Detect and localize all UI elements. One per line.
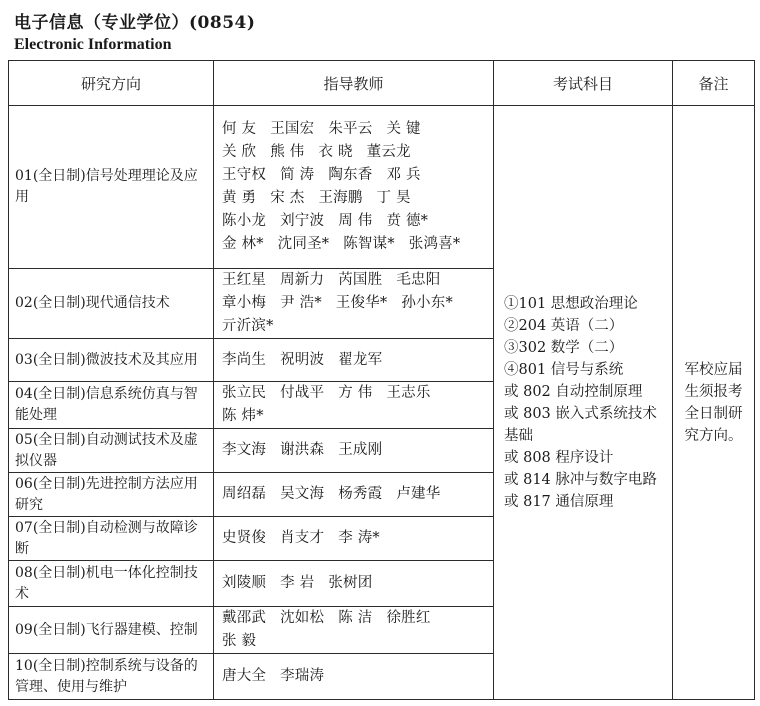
advisor-name: 张立民 bbox=[222, 385, 267, 401]
advisor-name: 宋 杰 bbox=[270, 190, 305, 206]
advisor-name: 邓 兵 bbox=[386, 167, 421, 183]
advisor-name: 芮国胜 bbox=[338, 272, 383, 288]
advisor-name: 吴文海 bbox=[280, 486, 325, 502]
advisor-line bbox=[222, 382, 487, 405]
advisor-line bbox=[222, 405, 487, 428]
advisor-name: 翟龙军 bbox=[338, 351, 383, 368]
advisor-line bbox=[222, 187, 487, 210]
column-header-teachers: 指导教师 bbox=[214, 61, 494, 106]
research-direction: 10(全日制)控制系统与设备的管理、使用与维护 bbox=[9, 654, 214, 700]
advisor-line bbox=[222, 607, 487, 630]
advisor-line bbox=[222, 315, 487, 338]
research-direction: 08(全日制)机电一体化控制技术 bbox=[9, 561, 214, 607]
advisor-name: 方 伟 bbox=[338, 385, 373, 401]
exam-subject-item: 或 802 自动控制原理 bbox=[504, 383, 643, 400]
exam-subject-item: ③302 数学（二） bbox=[504, 339, 624, 356]
advisor-name: 金 林* bbox=[222, 236, 264, 252]
exam-subject-item: ①101 思想政治理论 bbox=[504, 295, 638, 312]
advisor-name: 李尚生 bbox=[222, 351, 267, 368]
advisor-line bbox=[222, 141, 487, 164]
advisor-list bbox=[214, 382, 494, 429]
advisor-name: 王国宏 bbox=[270, 121, 315, 137]
research-direction: 06(全日制)先进控制方法应用研究 bbox=[9, 473, 214, 517]
advisor-list bbox=[214, 473, 494, 517]
table-header-row bbox=[9, 61, 755, 106]
research-direction: 01(全日制)信号处理理论及应用 bbox=[9, 106, 214, 269]
advisor-name: 黄 勇 bbox=[222, 190, 257, 206]
advisor-name: 张树团 bbox=[328, 575, 373, 591]
exam-subject-item: ②204 英语（二） bbox=[504, 317, 624, 334]
advisor-name: 张鸿喜* bbox=[408, 236, 461, 252]
advisor-name: 李 岩 bbox=[280, 575, 315, 591]
column-header-direction: 研究方向 bbox=[9, 61, 214, 106]
advisor-name: 丁 昊 bbox=[376, 190, 411, 206]
advisor-name: 李 涛* bbox=[338, 530, 380, 546]
advisor-name: 尹 浩* bbox=[280, 295, 322, 311]
advisor-list bbox=[214, 517, 494, 561]
advisor-name: 朱平云 bbox=[328, 121, 373, 137]
advisor-line bbox=[222, 349, 487, 372]
advisor-name: 熊 伟 bbox=[270, 144, 305, 160]
advisor-name: 陈 洁 bbox=[338, 610, 373, 626]
advisor-name: 刘宁波 bbox=[280, 213, 325, 229]
exam-subjects bbox=[494, 106, 673, 700]
advisor-line bbox=[222, 292, 487, 315]
remarks: 军校应届生须报考全日制研究方向。 bbox=[673, 106, 755, 700]
advisor-name: 张 毅 bbox=[222, 633, 257, 649]
advisor-line bbox=[222, 269, 487, 292]
advisor-name: 何 友 bbox=[222, 121, 257, 137]
page-title: 电子信息（专业学位）(0854) bbox=[14, 13, 256, 33]
advisor-list bbox=[214, 429, 494, 473]
advisor-line bbox=[222, 118, 487, 141]
exam-subject-item: 或 803 嵌入式系统技术基础 bbox=[504, 405, 657, 444]
advisor-list bbox=[214, 561, 494, 607]
research-direction: 04(全日制)信息系统仿真与智能处理 bbox=[9, 382, 214, 429]
research-direction: 03(全日制)微波技术及其应用 bbox=[9, 339, 214, 382]
advisor-line bbox=[222, 665, 487, 688]
advisor-name: 周 伟 bbox=[338, 213, 373, 229]
advisor-line bbox=[222, 630, 487, 653]
advisor-name: 祝明波 bbox=[280, 351, 325, 368]
advisor-name: 卢建华 bbox=[396, 486, 441, 502]
advisor-name: 陈 炜* bbox=[222, 408, 264, 424]
advisor-name: 史贤俊 bbox=[222, 530, 267, 546]
advisor-name: 周新力 bbox=[280, 272, 325, 288]
advisor-name: 陈智谋* bbox=[343, 236, 395, 252]
advisor-name: 董云龙 bbox=[366, 144, 411, 160]
advisor-name: 谢洪森 bbox=[280, 442, 325, 458]
exam-subject-item: 或 814 脉冲与数字电路 bbox=[504, 471, 657, 488]
advisor-line bbox=[222, 483, 487, 506]
advisor-name: 沈同圣* bbox=[277, 236, 330, 252]
advisor-list bbox=[214, 106, 494, 269]
advisor-line bbox=[222, 527, 487, 550]
advisor-list bbox=[214, 269, 494, 339]
advisor-name: 王红星 bbox=[222, 272, 267, 288]
advisor-name: 付战平 bbox=[280, 385, 325, 401]
exam-subject-item: ④801 信号与系统 bbox=[504, 361, 624, 378]
table-row bbox=[9, 106, 755, 269]
advisor-list bbox=[214, 339, 494, 382]
advisor-name: 沈如松 bbox=[280, 610, 325, 626]
advisor-name: 陈小龙 bbox=[222, 213, 267, 229]
advisor-name: 周绍磊 bbox=[222, 486, 267, 502]
advisor-name: 王俊华* bbox=[335, 295, 388, 311]
advisor-name: 王守权 bbox=[222, 167, 267, 183]
exam-subject-item: 或 808 程序设计 bbox=[504, 449, 614, 466]
program-table bbox=[8, 60, 755, 700]
advisor-name: 陶东香 bbox=[328, 167, 373, 183]
advisor-name: 毛忠阳 bbox=[396, 272, 441, 288]
advisor-name: 孙小东* bbox=[401, 295, 453, 311]
advisor-name: 戴邵武 bbox=[222, 610, 267, 626]
advisor-line bbox=[222, 210, 487, 233]
advisor-name: 衣 晓 bbox=[318, 144, 353, 160]
advisor-name: 亓沂滨* bbox=[222, 318, 274, 334]
advisor-name: 王海鹏 bbox=[318, 190, 363, 206]
research-direction: 05(全日制)自动测试技术及虚拟仪器 bbox=[9, 429, 214, 473]
advisor-line bbox=[222, 233, 487, 256]
advisor-name: 章小梅 bbox=[222, 295, 267, 311]
advisor-list bbox=[214, 607, 494, 654]
advisor-name: 李瑞涛 bbox=[280, 668, 325, 684]
advisor-name: 王成刚 bbox=[338, 442, 383, 458]
advisor-name: 贲 德* bbox=[386, 213, 429, 229]
advisor-name: 关 键 bbox=[386, 121, 421, 137]
advisor-line bbox=[222, 439, 487, 462]
advisor-name: 肖支才 bbox=[280, 530, 325, 546]
advisor-name: 唐大全 bbox=[222, 668, 267, 684]
research-direction: 07(全日制)自动检测与故障诊断 bbox=[9, 517, 214, 561]
advisor-name: 简 涛 bbox=[280, 167, 315, 183]
column-header-note: 备注 bbox=[673, 61, 755, 106]
advisor-line bbox=[222, 164, 487, 187]
research-direction: 09(全日制)飞行器建模、控制 bbox=[9, 607, 214, 654]
advisor-name: 徐胜红 bbox=[386, 610, 431, 626]
page-subtitle-en: Electronic Information bbox=[14, 36, 172, 53]
research-direction: 02(全日制)现代通信技术 bbox=[9, 269, 214, 339]
advisor-line bbox=[222, 572, 487, 595]
exam-subject-item: 或 817 通信原理 bbox=[504, 493, 614, 510]
column-header-exam: 考试科目 bbox=[494, 61, 673, 106]
advisor-name: 杨秀霞 bbox=[338, 486, 383, 502]
advisor-list bbox=[214, 654, 494, 700]
advisor-name: 关 欣 bbox=[222, 144, 257, 160]
advisor-name: 李文海 bbox=[222, 442, 267, 458]
advisor-name: 王志乐 bbox=[386, 385, 431, 401]
advisor-name: 刘陵顺 bbox=[222, 575, 267, 591]
